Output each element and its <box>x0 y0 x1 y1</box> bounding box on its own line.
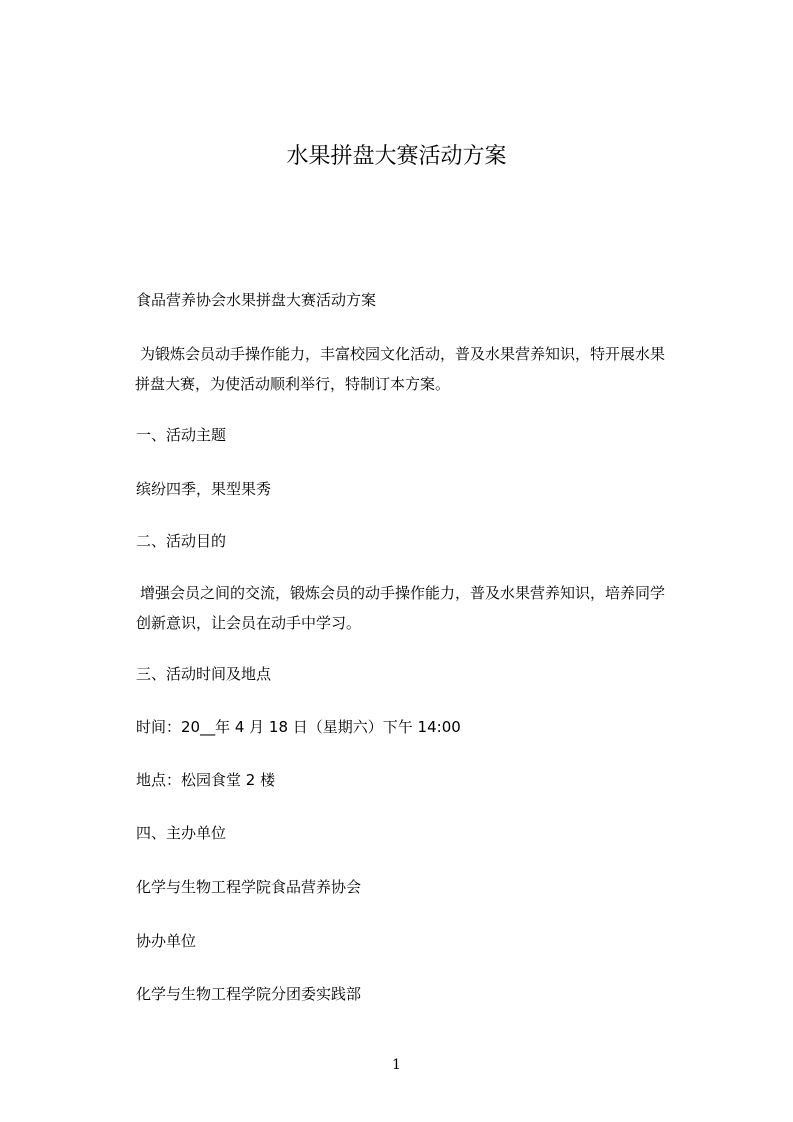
section-2-line-1: 增强会员之间的交流，锻炼会员的动手操作能力，普及水果营养知识，培养同学 <box>140 584 666 602</box>
document-heading: 食品营养协会水果拼盘大赛活动方案 <box>136 291 377 309</box>
intro-line-1: 为锻炼会员动手操作能力，丰富校园文化活动，普及水果营养知识，特开展水果 <box>140 345 666 363</box>
section-2-line-2: 创新意识，让会员在动手中学习。 <box>136 614 362 632</box>
section-1-theme: 缤纷四季，果型果秀 <box>136 480 272 498</box>
section-2-heading: 二、活动目的 <box>136 532 227 550</box>
co-organizer-heading: 协办单位 <box>136 932 197 950</box>
co-organizer: 化学与生物工程学院分团委实践部 <box>136 985 362 1003</box>
event-time: 时间：20__年 4 月 18 日（星期六）下午 14:00 <box>136 718 461 736</box>
section-1-heading: 一、活动主题 <box>136 426 227 444</box>
document-title: 水果拼盘大赛活动方案 <box>286 144 507 169</box>
intro-line-2: 拼盘大赛，为使活动顺利举行，特制订本方案。 <box>135 375 451 393</box>
organizer: 化学与生物工程学院食品营养协会 <box>136 878 362 896</box>
page-number: 1 <box>392 1057 401 1073</box>
section-2-paragraph <box>136 578 716 638</box>
section-3-heading: 三、活动时间及地点 <box>136 665 272 683</box>
section-4-heading: 四、主办单位 <box>136 824 227 842</box>
event-place: 地点：松园食堂 2 楼 <box>136 771 276 789</box>
intro-paragraph <box>136 339 716 399</box>
